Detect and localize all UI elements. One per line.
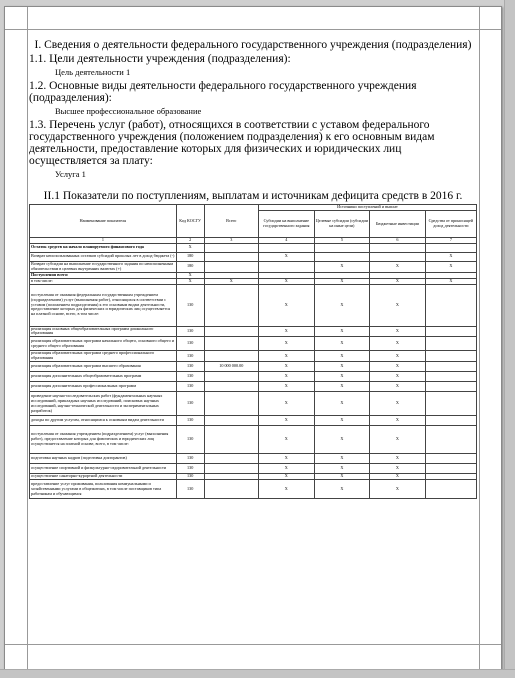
row-cell: X: [259, 392, 315, 416]
header-total: Всего: [204, 205, 258, 238]
row-cell: X: [314, 351, 370, 362]
row-code: 130: [176, 480, 204, 499]
row-label: доходы по другим услугам, относящимся к основным видам деятельности: [30, 416, 177, 426]
row-label: предоставление услуг проживания, пользования коммунальными и хозяйственными услугами в общежитиях, в том числе поставщиков типа работникам и обучающимся: [30, 480, 177, 499]
row-cell: X: [370, 464, 426, 474]
row-cell: X: [425, 278, 476, 284]
row-code: 130: [176, 454, 204, 464]
table-row: [30, 351, 477, 362]
row-cell: X: [259, 454, 315, 464]
row-code: X: [176, 243, 204, 252]
row-total: [204, 252, 258, 261]
row-cell: X: [314, 480, 370, 499]
row-cell: X: [314, 326, 370, 337]
row-label: реализация образовательных программ начального общего, основного общего и среднего общего образования: [30, 337, 177, 351]
table-row: [30, 252, 477, 261]
row-label: подготовка научных кадров (подготовка докторантов): [30, 454, 177, 464]
row-cell: X: [370, 426, 426, 454]
row-cell: [425, 284, 476, 326]
table-row: [30, 326, 477, 337]
header-code: Код КОСГУ: [176, 205, 204, 238]
row-cell: X: [314, 426, 370, 454]
row-label: Поступления всего:: [30, 272, 177, 278]
colnum: 7: [425, 238, 476, 244]
row-cell: X: [425, 252, 476, 261]
row-total: [204, 426, 258, 454]
colnum: 4: [259, 238, 315, 244]
row-code: 130: [176, 382, 204, 392]
row-cell: X: [314, 392, 370, 416]
heading-activities: 1.2. Основные виды деятельности федерального государственного учреждения (подразделения):: [29, 80, 417, 104]
row-cell: X: [314, 474, 370, 480]
row-code: 180: [176, 252, 204, 261]
row-cell: [425, 351, 476, 362]
row-cell: X: [314, 454, 370, 464]
row-cell: X: [314, 278, 370, 284]
header-sub1: Субсидии на выполнение государственного задания: [259, 211, 315, 238]
table-row: [30, 372, 477, 382]
row-total: [204, 337, 258, 351]
grid-line: [5, 644, 501, 645]
row-code: X: [176, 278, 204, 284]
row-code: 130: [176, 362, 204, 372]
row-cell: X: [314, 416, 370, 426]
row-cell: [259, 261, 315, 272]
header-sub2: Целевые субсидии (субсидии на иные цели): [314, 211, 370, 238]
activities-value: Высшее профессиональное образование: [55, 106, 202, 116]
row-cell: [314, 252, 370, 261]
table-row: [30, 284, 477, 326]
heading-goals: 1.1. Цели деятельности учреждения (подразделения):: [29, 53, 291, 65]
table-body: [30, 243, 477, 498]
row-cell: [259, 243, 315, 252]
row-code: 130: [176, 326, 204, 337]
row-code: 130: [176, 416, 204, 426]
row-cell: [370, 243, 426, 252]
vertical-scrollbar[interactable]: [504, 0, 515, 678]
row-label: реализация дополнительных профессиональных программ: [30, 382, 177, 392]
row-code: 130: [176, 474, 204, 480]
table-row: [30, 464, 477, 474]
colnum: 2: [176, 238, 204, 244]
row-cell: [370, 252, 426, 261]
header-sub3: Бюджетные инвестиции: [370, 211, 426, 238]
row-label: поступления от оказания федеральным государственным учреждением (подразделением) услуг (выполнения работ), относящихся в соответствии с уставом (положением подразделения) к его основным видам деятельности, предоставление которых для физических и юридических лиц осуществляется на платной основе, всего, в том числе:: [30, 284, 177, 326]
row-total: X: [204, 278, 258, 284]
row-cell: X: [314, 337, 370, 351]
row-cell: X: [370, 474, 426, 480]
row-total: [204, 464, 258, 474]
row-label: Возврат неиспользованных остатков субсидий прошлых лет в доход бюджета (-): [30, 252, 177, 261]
row-total: 10 000 000.00: [204, 362, 258, 372]
row-label: реализация образовательных программ среднего профессионального образования: [30, 351, 177, 362]
row-cell: [425, 337, 476, 351]
colnum: 6: [370, 238, 426, 244]
row-cell: X: [314, 464, 370, 474]
row-cell: [425, 416, 476, 426]
row-cell: [314, 243, 370, 252]
table-row: [30, 337, 477, 351]
row-cell: X: [425, 261, 476, 272]
row-cell: X: [314, 362, 370, 372]
colnum: 3: [204, 238, 258, 244]
row-total: [204, 284, 258, 326]
row-cell: X: [259, 474, 315, 480]
row-cell: X: [259, 337, 315, 351]
row-cell: X: [314, 382, 370, 392]
row-total: [204, 392, 258, 416]
row-label: реализация дополнительных общеобразовательных программ: [30, 372, 177, 382]
colnum: 1: [30, 238, 177, 244]
row-cell: X: [259, 372, 315, 382]
document-page: [4, 6, 502, 672]
table-row: [30, 454, 477, 464]
row-code: 130: [176, 426, 204, 454]
grid-line: [27, 7, 28, 671]
row-code: X: [176, 272, 204, 278]
row-cell: X: [259, 426, 315, 454]
row-cell: X: [370, 362, 426, 372]
row-label: реализация образовательных программ высшего образования: [30, 362, 177, 372]
section-title: I. Сведения о деятельности федерального государственного учреждения (подразделения): [34, 39, 472, 51]
row-cell: [425, 243, 476, 252]
row-cell: X: [259, 284, 315, 326]
row-total: [204, 243, 258, 252]
row-cell: X: [370, 392, 426, 416]
grid-line: [5, 29, 501, 30]
row-code: 130: [176, 372, 204, 382]
row-cell: X: [370, 261, 426, 272]
row-label: Остаток средств на начало планируемого финансового года: [30, 243, 177, 252]
row-label: реализация основных общеобразовательных программ дошкольного образования: [30, 326, 177, 337]
row-total: [204, 480, 258, 499]
row-cell: X: [259, 278, 315, 284]
row-cell: X: [370, 326, 426, 337]
row-label: осуществление спортивной и физкультурно-оздоровительной деятельности: [30, 464, 177, 474]
row-cell: X: [259, 351, 315, 362]
row-total: [204, 454, 258, 464]
row-cell: X: [370, 337, 426, 351]
colnum: 5: [314, 238, 370, 244]
table-row: [30, 426, 477, 454]
row-cell: X: [370, 372, 426, 382]
row-label: осуществление санаторно-курортной деятельности: [30, 474, 177, 480]
row-cell: X: [259, 326, 315, 337]
page-content: [29, 39, 477, 499]
row-cell: [425, 480, 476, 499]
table-row: [30, 362, 477, 372]
row-cell: X: [259, 480, 315, 499]
row-total: [204, 416, 258, 426]
row-cell: [425, 326, 476, 337]
services-value: Услуга 1: [55, 169, 86, 179]
row-label: в том числе:: [30, 278, 177, 284]
row-code: 180: [176, 261, 204, 272]
row-cell: [425, 464, 476, 474]
row-total: [204, 351, 258, 362]
row-total: [204, 261, 258, 272]
row-code: 130: [176, 337, 204, 351]
table-row: [30, 243, 477, 252]
table-row: [30, 480, 477, 499]
row-label: Возврат субсидии на выполнение государственного задания по неисполненным обязательствам в целевых внутренних валютах (+): [30, 261, 177, 272]
row-cell: X: [259, 464, 315, 474]
row-total: [204, 326, 258, 337]
row-cell: X: [370, 480, 426, 499]
goals-value: Цель деятельности 1: [55, 67, 131, 77]
row-cell: X: [370, 416, 426, 426]
row-cell: X: [314, 284, 370, 326]
table-row: [30, 261, 477, 272]
row-cell: X: [259, 362, 315, 372]
row-cell: X: [370, 382, 426, 392]
row-code: 130: [176, 351, 204, 362]
row-cell: X: [370, 284, 426, 326]
row-cell: [425, 382, 476, 392]
row-cell: [425, 362, 476, 372]
row-cell: X: [259, 252, 315, 261]
horizontal-scrollbar[interactable]: [0, 669, 515, 678]
row-code: 130: [176, 464, 204, 474]
row-label: поступления от оказания учреждением (подразделением) услуг (выполнения работ), предоставление которых для физических и юридических лиц осуществляется на платной основе, всего, в том числе:: [30, 426, 177, 454]
table-row: [30, 416, 477, 426]
row-cell: [425, 426, 476, 454]
row-cell: X: [314, 372, 370, 382]
header-group: Источники поступлений и выплат: [259, 205, 477, 211]
row-total: [204, 372, 258, 382]
heading-services: 1.3. Перечень услуг (работ), относящихся в соответствии с уставом федерального государственного учреждения (положением подразделения) к его основным видам деятельности, предоставление которых для физических и юридических лиц осуществляется за плату:: [29, 119, 435, 167]
header-indicator: Наименование показателя: [30, 205, 177, 238]
row-cell: X: [314, 261, 370, 272]
row-label: проведение научно-исследовательских работ (фундаментальных научных исследований, прикладных научных исследований, поисковых научных исследований, научно-технической деятельности и экспериментальных разработок): [30, 392, 177, 416]
row-cell: X: [370, 351, 426, 362]
row-code: 130: [176, 284, 204, 326]
row-cell: X: [370, 278, 426, 284]
row-code: 130: [176, 392, 204, 416]
row-cell: [425, 392, 476, 416]
row-cell: X: [370, 454, 426, 464]
header-sub4: Средства от приносящей доход деятельности: [425, 211, 476, 238]
table-title: II.1 Показатели по поступлениям, выплатам и источникам дефицита средств в 2016 г.: [43, 190, 463, 202]
table-row: [30, 382, 477, 392]
grid-line: [479, 7, 480, 671]
row-cell: X: [259, 416, 315, 426]
table-row: [30, 392, 477, 416]
row-total: [204, 382, 258, 392]
row-cell: [425, 372, 476, 382]
row-cell: [425, 454, 476, 464]
indicators-table: [29, 204, 477, 499]
row-cell: X: [259, 382, 315, 392]
